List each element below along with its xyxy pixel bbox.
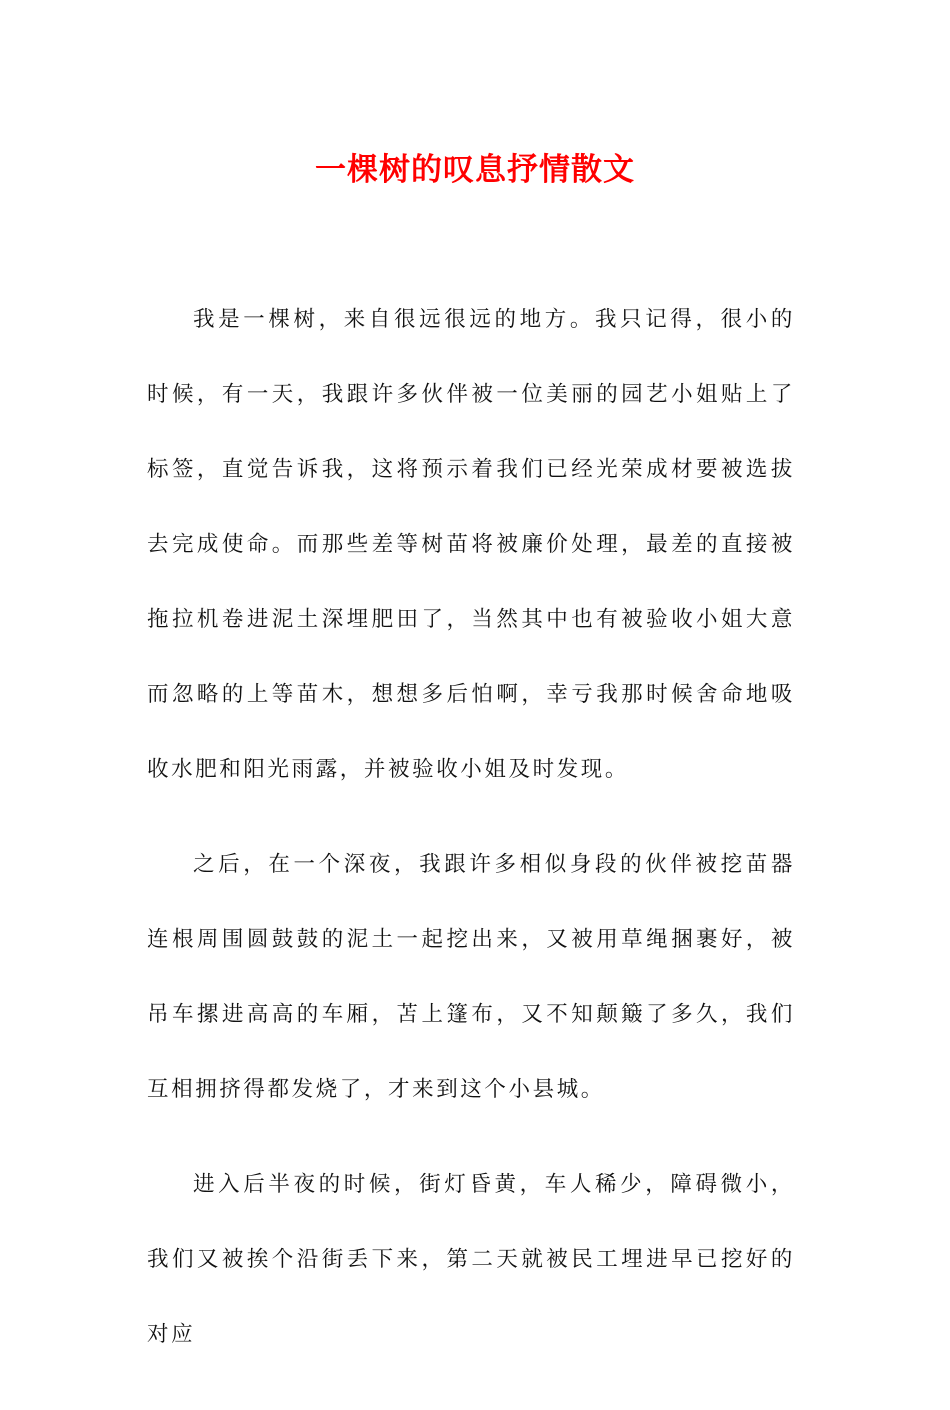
paragraph-1: 我是一棵树，来自很远很远的地方。我只记得，很小的时候，有一天，我跟许多伙伴被一位美丽的园艺小姐贴上了标签，直觉告诉我，这将预示着我们已经光荣成材要被选拔去完成使命。而那些差等树苗将被廉价处理，最差的直接被拖拉机卷进泥土深埋肥田了，当然其中也有被验收小姐大意而忽略的上等苗木，想想多后怕啊，幸亏我那时候舍命地吸收水肥和阳光雨露，并被验收小姐及时发现。 [147, 307, 795, 782]
paragraph-3: 进入后半夜的时候，街灯昏黄，车人稀少，障碍微小，我们又被挨个沿街丢下来，第二天就被民工埋进早已挖好的对应 [147, 1172, 795, 1347]
paragraph-2: 之后，在一个深夜，我跟许多相似身段的伙伴被挖苗器连根周围圆鼓鼓的泥土一起挖出来，又被用草绳捆裹好，被吊车摞进高高的车厢，苫上篷布，又不知颠簸了多久，我们互相拥挤得都发烧了，才来到这个小县城。 [147, 852, 795, 1102]
document-body [147, 282, 795, 1410]
document-title: 一棵树的叹息抒情散文 [315, 152, 635, 188]
